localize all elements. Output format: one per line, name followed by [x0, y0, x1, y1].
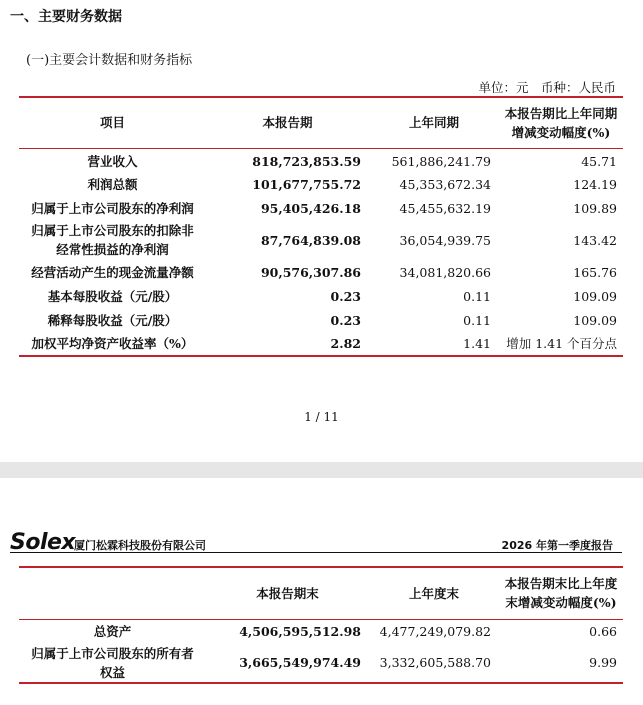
- row-change: 增加 1.41 个百分点: [506, 336, 617, 351]
- row-current: 818,723,853.59: [252, 153, 361, 169]
- table-row: [19, 284, 623, 308]
- header-change: [499, 97, 623, 148]
- report-name: 2026 年第一季度报告: [501, 539, 613, 552]
- header-divider: [10, 552, 622, 553]
- row-prev: 4,477,249,079.82: [379, 623, 491, 639]
- page-gap: [0, 462, 643, 478]
- row-current: 0.23: [330, 312, 361, 328]
- table-row: [19, 308, 623, 332]
- row-prev: 561,886,241.79: [391, 153, 491, 169]
- table-header-row: [19, 97, 623, 148]
- row-prev: 45,455,632.19: [399, 200, 491, 216]
- row-item: [19, 220, 206, 260]
- row-prev: 1.41: [463, 336, 491, 351]
- row-item-line2: 经常性损益的净利润: [56, 242, 169, 257]
- table-row: [19, 643, 623, 683]
- header-change-line1: 本报告期末比上年度: [504, 576, 618, 592]
- row-item: 利润总额: [87, 176, 138, 192]
- table-header-row: [19, 567, 623, 619]
- row-prev: 0.11: [463, 288, 491, 304]
- header-change-line1: 本报告期比上年同期: [504, 105, 618, 121]
- row-change: 165.76: [573, 264, 617, 280]
- row-item: 总资产: [93, 623, 132, 639]
- page-number: 1 / 11: [304, 410, 339, 424]
- row-item-line2: 权益: [99, 664, 125, 680]
- row-prev: 36,054,939.75: [399, 232, 491, 248]
- header-item: 项目: [19, 97, 206, 148]
- row-change: 9.99: [589, 655, 617, 670]
- subsection-title: (一)主要会计数据和财务指标: [26, 53, 193, 68]
- row-current: 3,665,549,974.49: [239, 655, 361, 670]
- row-item-line1: 归属于上市公司股东的所有者: [31, 645, 194, 661]
- row-current: 87,764,839.08: [260, 232, 361, 248]
- financial-indicators-table: [19, 96, 623, 357]
- row-current: 0.23: [330, 288, 361, 304]
- header-change-line2: 末增减变动幅度(%): [505, 595, 617, 611]
- row-prev: 0.11: [463, 312, 491, 328]
- row-current: 2.82: [330, 336, 361, 351]
- row-change: 0.66: [589, 623, 617, 639]
- row-current: 90,576,307.86: [260, 264, 361, 280]
- header-current: 本报告期末: [206, 567, 369, 619]
- row-change: 109.09: [573, 288, 617, 304]
- document-page-2: [0, 478, 643, 705]
- row-item-line1: 归属于上市公司股东的扣除非: [31, 223, 194, 238]
- row-change: 109.09: [573, 312, 617, 328]
- row-item: 稀释每股收益（元/股）: [47, 312, 178, 328]
- balance-indicators-table: [19, 566, 623, 684]
- row-item: 归属于上市公司股东的净利润: [31, 200, 194, 216]
- row-change: 124.19: [573, 176, 617, 192]
- row-change: 143.42: [573, 232, 617, 248]
- table-row: [19, 220, 623, 260]
- section-title: 一、主要财务数据: [10, 9, 122, 25]
- table-row: [19, 619, 623, 643]
- row-item: 基本每股收益（元/股）: [47, 288, 178, 304]
- header-item: [19, 567, 206, 619]
- header-current: 本报告期: [206, 97, 369, 148]
- header-change: [499, 567, 623, 619]
- header-prev: 上年同期: [369, 97, 499, 148]
- row-item: 营业收入: [87, 153, 138, 169]
- row-item: [19, 643, 206, 683]
- unit-line: 单位：元 币种：人民币: [478, 80, 616, 95]
- row-change: 109.89: [573, 200, 617, 216]
- table-row: [19, 196, 623, 220]
- row-prev: 3,332,605,588.70: [379, 655, 491, 670]
- solex-logo: Solex: [10, 530, 76, 555]
- row-current: 101,677,755.72: [252, 176, 361, 192]
- row-current: 95,405,426.18: [260, 200, 361, 216]
- row-prev: 45,353,672.34: [399, 176, 491, 192]
- header-prev: 上年度末: [369, 567, 499, 619]
- row-item: 加权平均净资产收益率（%）: [31, 336, 194, 351]
- row-item: 经营活动产生的现金流量净额: [31, 264, 194, 280]
- company-name: 厦门松霖科技股份有限公司: [74, 539, 206, 552]
- header-change-line2: 增减变动幅度(%): [511, 124, 611, 140]
- row-prev: 34,081,820.66: [399, 264, 491, 280]
- table-row: [19, 172, 623, 196]
- row-current: 4,506,595,512.98: [239, 623, 361, 639]
- table-row: [19, 148, 623, 172]
- table-row: [19, 332, 623, 356]
- table-row: [19, 260, 623, 284]
- row-change: 45.71: [581, 153, 617, 169]
